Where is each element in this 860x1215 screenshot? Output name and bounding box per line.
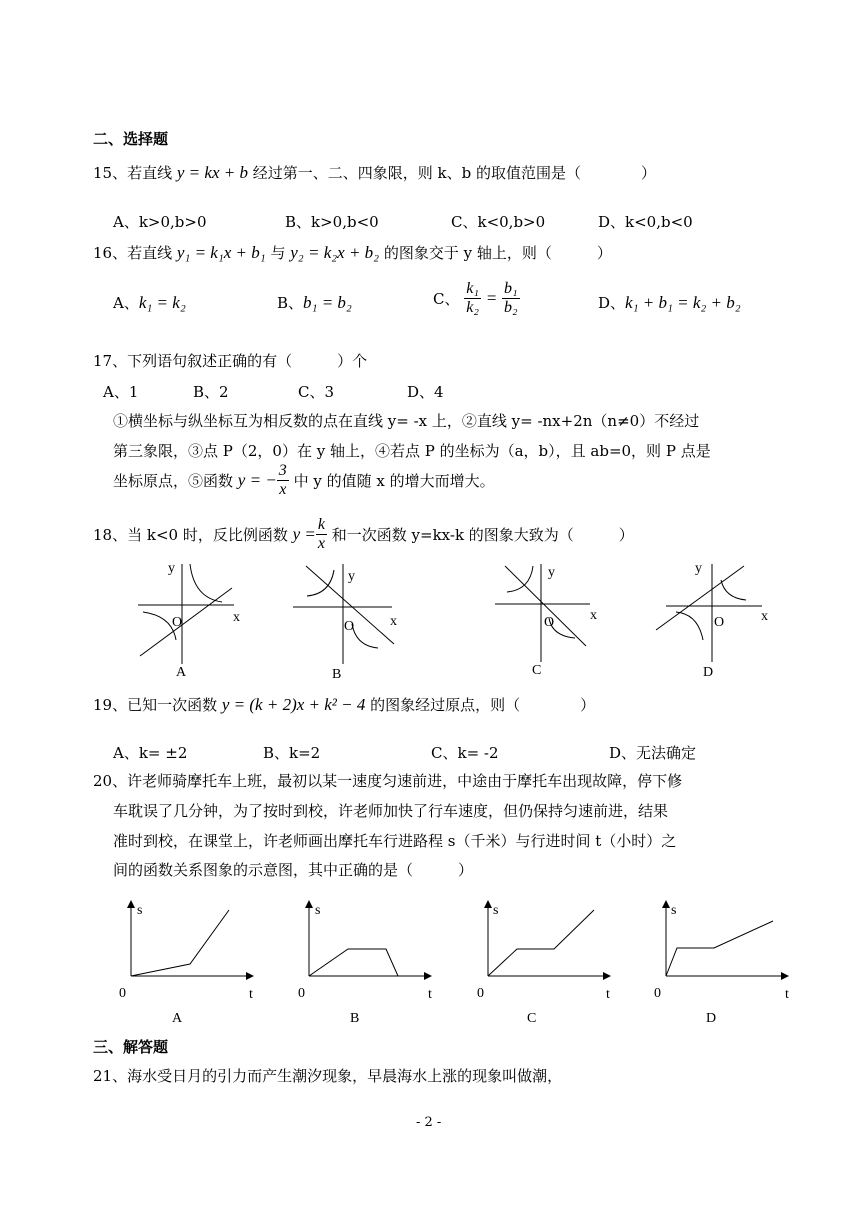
svg-text:A: A: [176, 665, 187, 680]
q16-option-c-frac-2: $\frac{\text{b₁}}{\text{b₂}}$: [503, 280, 518, 316]
question-18: 18、当 k<0 时，反比例函数 y = $\frac{k}{x}$ 和一次函数 y=kx-k 的图象大致为（ ）: [93, 516, 634, 552]
q16-option-d-label: D、: [598, 294, 626, 312]
question-16: [93, 242, 612, 263]
q15-option-c[interactable]: C、k<0,b>0: [451, 213, 546, 231]
svg-text:D: D: [703, 665, 714, 680]
svg-text:C: C: [527, 1011, 537, 1026]
page-number: - 2 -: [416, 1115, 442, 1130]
q20-graph-b[interactable]: [298, 903, 432, 1026]
q18-graph-c[interactable]: [495, 564, 597, 678]
q17-option-a[interactable]: A、1: [103, 383, 139, 401]
q16-prefix: 16、若直线: [93, 244, 173, 262]
svg-text:x: x: [761, 609, 768, 624]
q16-formula-2: y₂ = k₂x + b₂: [290, 243, 380, 262]
q15-option-d[interactable]: D、k<0,b<0: [598, 213, 693, 231]
svg-text:A: A: [172, 1011, 183, 1026]
svg-text:0: 0: [477, 986, 484, 1001]
svg-text:t: t: [785, 987, 789, 1002]
svg-text:x: x: [590, 608, 597, 623]
svg-text:x: x: [233, 610, 240, 625]
svg-text:0: 0: [298, 986, 305, 1001]
svg-text:0: 0: [654, 986, 661, 1001]
svg-text:O: O: [344, 619, 355, 634]
svg-text:C: C: [532, 663, 542, 678]
q17-option-b[interactable]: B、2: [193, 383, 229, 401]
q16-option-b[interactable]: [277, 292, 352, 313]
section-heading-answer: 三、解答题: [93, 1038, 169, 1056]
q17-option-d[interactable]: D、4: [407, 383, 444, 401]
q18-graph-b[interactable]: [293, 564, 397, 680]
q15-formula: y = kx + b: [176, 163, 248, 182]
q16-option-a-label: A、: [113, 294, 139, 312]
q19-option-c[interactable]: C、k= -2: [431, 744, 499, 762]
q18-frac: $\frac{k}{x}$: [317, 516, 325, 552]
svg-text:D: D: [706, 1011, 717, 1026]
svg-text:y: y: [348, 569, 355, 584]
q18-graphs: [0, 550, 860, 680]
svg-text:O: O: [544, 615, 555, 630]
svg-text:0: 0: [119, 986, 126, 1001]
q16-option-d-formula: k₁ + b₁ = k₂ + b₂: [625, 293, 741, 312]
svg-text:y: y: [168, 561, 175, 576]
svg-text:s: s: [493, 903, 499, 918]
q17-option-c[interactable]: C、3: [298, 383, 335, 401]
svg-text:s: s: [315, 903, 321, 918]
svg-text:y: y: [548, 565, 555, 580]
section-heading-choice: 二、选择题: [93, 130, 169, 148]
q20-graph-d[interactable]: [654, 903, 789, 1026]
question-15: [93, 162, 656, 183]
question-17: 17、下列语句叙述正确的有（ ）个: [93, 352, 368, 370]
q19-formula: y = (k + 2)x + k² − 4: [221, 695, 366, 714]
q17-statement-line-2: 第三象限，③点 P（2，0）在 y 轴上，④若点 P 的坐标为（a，b），且 ab=0，则 P 点是: [113, 442, 711, 460]
q16-option-a-formula: k₁ = k₂: [138, 293, 186, 312]
svg-text:O: O: [172, 615, 183, 630]
svg-text:O: O: [714, 615, 725, 630]
q16-option-b-formula: b₁ = b₂: [303, 293, 352, 312]
svg-text:B: B: [350, 1011, 360, 1026]
q16-option-c-label: C、: [433, 290, 460, 308]
q16-option-b-label: B、: [277, 294, 304, 312]
svg-text:t: t: [428, 987, 432, 1002]
q20-graphs: [0, 890, 860, 1030]
q19-option-a[interactable]: A、k= ±2: [113, 744, 188, 762]
q17-frac: $\frac{3}{x}$: [278, 462, 287, 498]
question-21: 21、海水受日月的引力而产生潮汐现象，早晨海水上涨的现象叫做潮，: [93, 1067, 563, 1085]
q19-option-b[interactable]: B、k=2: [263, 744, 321, 762]
svg-text:B: B: [332, 667, 342, 680]
q20-line-2: 车耽误了几分钟，为了按时到校，许老师加快了行车速度，但仍保持匀速前进，结果: [113, 802, 669, 820]
svg-text:s: s: [671, 903, 677, 918]
svg-text:x: x: [390, 614, 397, 629]
q16-formula-1: y₁ = k₁x + b₁: [176, 243, 266, 262]
q20-graph-c[interactable]: [477, 903, 610, 1026]
q16-option-d[interactable]: [598, 292, 741, 313]
q16-mid: 与: [270, 244, 286, 262]
q16-suffix: 的图象交于 y 轴上，则（ ）: [383, 244, 612, 262]
q20-line-1: 20、许老师骑摩托车上班，最初以某一速度匀速前进，中途由于摩托车出现故障，停下修: [93, 772, 683, 790]
q16-option-c-frac-1: $\frac{\text{k₁}}{\text{k₂}}$: [466, 280, 479, 316]
svg-text:t: t: [249, 987, 253, 1002]
svg-text:y: y: [695, 561, 702, 576]
q17-statement-line-1: ①横坐标与纵坐标互为相反数的点在直线 y= -x 上，②直线 y= -nx+2n（n≠0）不经过: [113, 412, 700, 430]
svg-text:s: s: [137, 903, 143, 918]
q15-option-b[interactable]: B、k>0,b<0: [285, 213, 379, 231]
q16-option-a[interactable]: [113, 292, 186, 313]
q18-graph-a[interactable]: [138, 561, 240, 680]
question-19: 19、已知一次函数 y = (k + 2)x + k² − 4 的图象经过原点，则（ ）: [93, 695, 596, 714]
q16-option-c[interactable]: C、 $\frac{\text{k₁}}{\text{k₂}}$ = $\frac{\text{b₁}}{\text{b₂}}$: [433, 280, 518, 316]
q15-suffix: 经过第一、二、四象限，则 k、b 的取值范围是（ ）: [252, 164, 656, 182]
q18-graph-d[interactable]: [656, 561, 768, 680]
q20-line-3: 准时到校，在课堂上，许老师画出摩托车行进路程 s（千米）与行进时间 t（小时）之: [113, 832, 677, 850]
q17-statement-line-3: 坐标原点，⑤函数 y = − $\frac{3}{x}$ 中 y 的值随 x 的增大而增大。: [113, 462, 495, 498]
q19-option-d[interactable]: D、无法确定: [609, 744, 697, 762]
svg-text:t: t: [606, 987, 610, 1002]
q15-prefix: 15、若直线: [93, 164, 173, 182]
q15-option-a[interactable]: A、k>0,b>0: [113, 213, 207, 231]
q20-line-4: 间的函数关系图象的示意图，其中正确的是（ ）: [113, 861, 474, 879]
q20-graph-a[interactable]: [119, 903, 253, 1026]
